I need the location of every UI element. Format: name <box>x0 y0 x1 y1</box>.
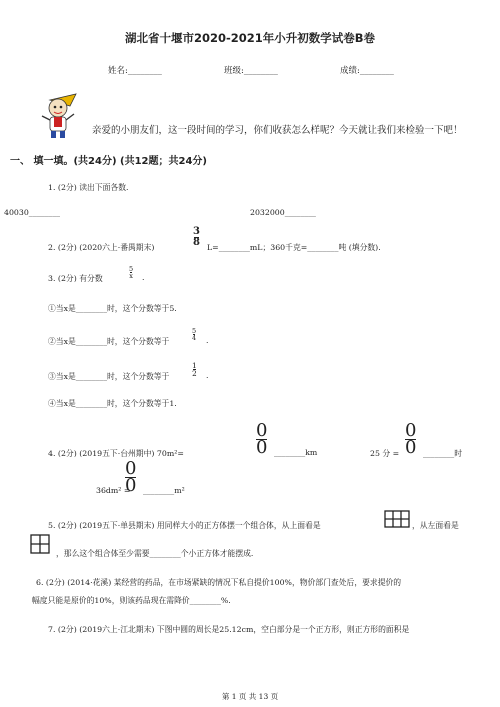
question-4-blank-1: ________km <box>274 448 318 457</box>
fraction-numerator: 3 <box>193 226 200 237</box>
fraction-denominator: 8 <box>193 237 200 248</box>
question-4-prefix: 4. (2分) (2019五下·台州期中) 70m²= <box>48 449 184 458</box>
question-6-line-2: 幅度只能是原价的10%，则该药品现在需降价________%. <box>32 596 231 605</box>
fraction-denominator: 2 <box>192 369 197 378</box>
question-4-fraction-3 <box>125 458 137 496</box>
question-3-part-2-fraction <box>192 328 196 341</box>
fraction-numerator: 5 <box>192 327 197 335</box>
question-1-blank-b: 2032000________ <box>250 208 316 217</box>
page-title: 湖北省十堰市2020-2021年小升初数学试卷B卷 <box>124 31 376 45</box>
question-4-part-2-prefix: 25 分 = <box>370 449 400 458</box>
question-2-suffix: L=________mL；360千克=________吨 (填分数). <box>207 243 381 252</box>
question-2-fraction <box>193 227 200 248</box>
fraction-denominator: x <box>129 272 133 280</box>
fraction-denominator: 0 <box>256 437 268 458</box>
question-3-part-3-prefix: ③当x是________时，这个分数等于 <box>48 372 170 381</box>
encouragement-text: 亲爱的小朋友们，这一段时间的学习，你们收获怎么样呢？今天就让我们来检验一下吧！ <box>92 125 463 136</box>
question-5-text: 5. (2分) (2019五下·单县期末) 用同样大小的正方体摆一个组合体，从上面看是 <box>48 521 321 530</box>
fraction-numerator: 0 <box>405 420 417 441</box>
section-heading: 一、 填一填。(共24分) (共12题；共24分) <box>10 156 207 167</box>
fraction-denominator: 4 <box>192 334 197 342</box>
question-2-prefix: 2. (2分) (2020六上·番禺期末) <box>48 243 155 252</box>
question-5-line-2: ，那么这个组合体至少需要________个小正方体才能摆成. <box>56 549 254 558</box>
question-3-part-1: ①当x是________时，这个分数等于5. <box>48 304 177 313</box>
question-5-mid-text: ，从左面看是 <box>412 521 459 530</box>
question-1-blank-a: 40030________ <box>4 208 60 217</box>
question-3-suffix: . <box>142 273 145 282</box>
fraction-denominator: 0 <box>405 437 417 458</box>
score-field-label: 成绩:________ <box>340 66 394 76</box>
left-view-grid-icon <box>30 534 50 554</box>
question-3-part-3-fraction <box>192 362 197 377</box>
page-footer: 第 1 页 共 13 页 <box>221 692 279 701</box>
question-6-line-1: 6. (2分) (2014·花溪) 某经营的药品，在市场紧缺的情况下私自提价100%，物价部门查处后，要求提价的 <box>36 578 402 587</box>
monkey-mascot-icon <box>36 92 82 140</box>
question-4-blank-3: ________m² <box>143 486 185 495</box>
question-3-part-2-suffix: . <box>206 336 209 345</box>
fraction-numerator: 0 <box>256 420 268 441</box>
question-4-part-3-prefix: 36dm² = <box>96 486 131 495</box>
question-3-part-4: ④当x是________时，这个分数等于1. <box>48 399 177 408</box>
name-field-label: 姓名:________ <box>108 66 162 76</box>
question-3-part-2-prefix: ②当x是________时，这个分数等于 <box>48 337 170 346</box>
question-3-part-3-suffix: . <box>206 371 209 380</box>
fraction-denominator: 0 <box>125 475 137 496</box>
question-7-line-1: 7. (2分) (2019六上·江北期末) 下图中圆的周长是25.12cm，空白部分是一个正方形，则正方形的面积是 <box>48 625 410 634</box>
question-4-fraction-2 <box>405 420 417 458</box>
question-4-fraction-1 <box>256 420 268 458</box>
question-3-prefix: 3. (2分) 有分数 <box>48 274 103 283</box>
fraction-numerator: 5 <box>129 265 134 273</box>
fraction-numerator: 1 <box>192 361 197 370</box>
fraction-numerator: 0 <box>125 458 137 479</box>
question-4-blank-2: ________时 <box>423 449 462 458</box>
question-1-text: 1. (2分) 读出下面各数. <box>48 183 129 192</box>
class-field-label: 班级:________ <box>224 66 278 76</box>
question-3-fraction <box>129 266 133 279</box>
top-view-grid-icon <box>384 510 410 528</box>
